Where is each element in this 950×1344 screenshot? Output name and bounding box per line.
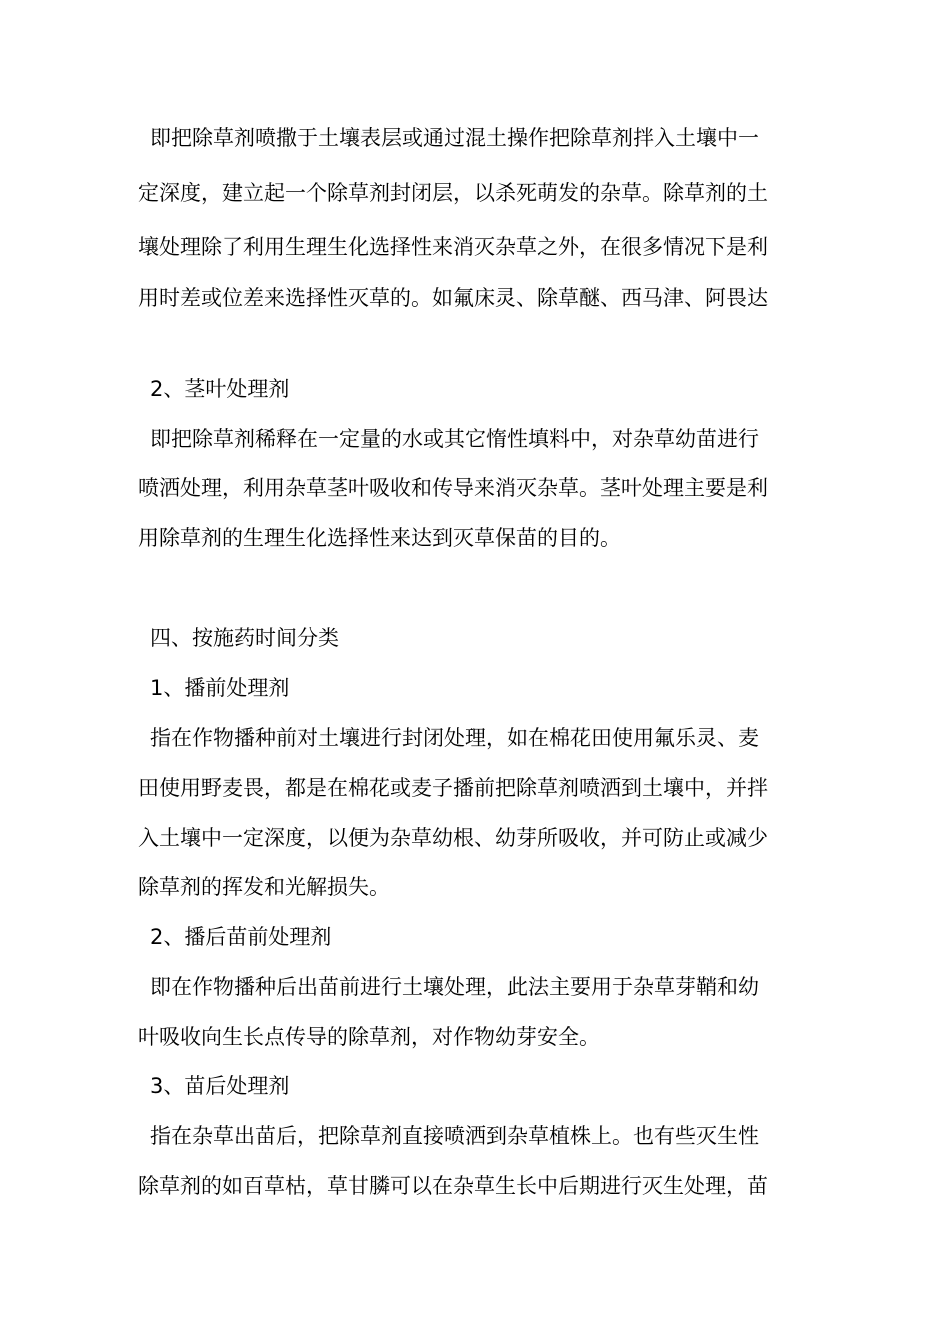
subsection-heading: 2、播后苗前处理剂 <box>150 925 332 949</box>
paragraph-line: 除草剂的如百草枯，草甘膦可以在杂草生长中后期进行灭生处理，苗 <box>138 1174 768 1198</box>
paragraph-line: 用除草剂的生理生化选择性来达到灭草保苗的目的。 <box>138 526 621 550</box>
paragraph-line: 壤处理除了利用生理生化选择性来消灭杂草之外，在很多情况下是利 <box>138 235 768 259</box>
paragraph-line: 指在作物播种前对土壤进行封闭处理，如在棉花田使用氟乐灵、麦 <box>150 726 759 750</box>
subsection-heading: 3、苗后处理剂 <box>150 1074 290 1098</box>
section-heading: 2、茎叶处理剂 <box>150 377 290 401</box>
paragraph-line: 即把除草剂稀释在一定量的水或其它惰性填料中，对杂草幼苗进行 <box>150 427 759 451</box>
paragraph-line: 即在作物播种后出苗前进行土壤处理，此法主要用于杂草芽鞘和幼 <box>150 975 759 999</box>
paragraph-line: 指在杂草出苗后，把除草剂直接喷洒到杂草植株上。也有些灭生性 <box>150 1124 759 1148</box>
paragraph-line: 喷洒处理，利用杂草茎叶吸收和传导来消灭杂草。茎叶处理主要是利 <box>138 476 768 500</box>
paragraph-line: 叶吸收向生长点传导的除草剂，对作物幼芽安全。 <box>138 1025 600 1049</box>
paragraph-line: 定深度，建立起一个除草剂封闭层，以杀死萌发的杂草。除草剂的土 <box>138 181 768 205</box>
paragraph-line: 入土壤中一定深度，以便为杂草幼根、幼芽所吸收，并可防止或减少 <box>138 826 768 850</box>
paragraph-line: 田使用野麦畏，都是在棉花或麦子播前把除草剂喷洒到土壤中，并拌 <box>138 776 768 800</box>
subsection-heading: 1、播前处理剂 <box>150 676 290 700</box>
section-heading: 四、按施药时间分类 <box>150 626 339 650</box>
paragraph-line: 用时差或位差来选择性灭草的。如氟床灵、除草醚、西马津、阿畏达 <box>138 286 768 310</box>
paragraph-line: 即把除草剂喷撒于土壤表层或通过混土操作把除草剂拌入土壤中一 <box>150 126 759 150</box>
paragraph-line: 除草剂的挥发和光解损失。 <box>138 875 390 899</box>
